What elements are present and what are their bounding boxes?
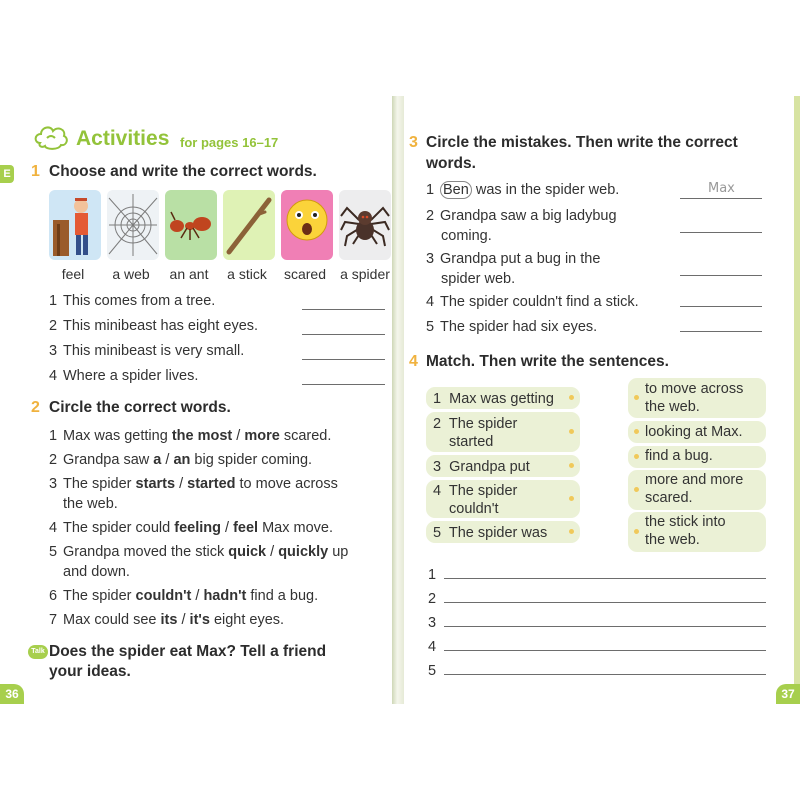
page-title: Activities	[76, 127, 170, 150]
page-subtitle: for pages 16–17	[180, 135, 279, 150]
ex1-answer-line[interactable]	[302, 334, 385, 335]
exercise-1-heading: Choose and write the correct words.	[49, 163, 317, 180]
match-right-text-cont: the web.	[645, 532, 700, 548]
caption-scared: scared	[283, 266, 327, 282]
talk-icon: Talk	[28, 645, 48, 659]
match-right-text: find a bug.	[645, 448, 713, 464]
handwritten-answer: Max	[708, 181, 735, 196]
match-left-text: 2 The spider	[433, 416, 518, 432]
write-line[interactable]	[444, 674, 766, 675]
match-right-text: to move across	[645, 381, 744, 397]
talk-line-1: Does the spider eat Max? Tell a friend	[49, 643, 327, 660]
word-option[interactable]: more	[244, 428, 280, 444]
match-right-text-cont: the web.	[645, 399, 700, 415]
word-option[interactable]: starts	[135, 476, 176, 492]
ant-picture	[165, 190, 217, 260]
ex3-answer-line[interactable]	[680, 275, 762, 276]
ex3-item-continued: coming.	[441, 228, 492, 244]
ex1-answer-line[interactable]	[302, 384, 385, 385]
word-option[interactable]: couldn't	[135, 588, 192, 604]
word-option[interactable]: the most	[171, 428, 233, 444]
word-option[interactable]: it's	[189, 612, 210, 628]
web-picture	[107, 190, 159, 260]
write-line[interactable]	[444, 578, 766, 579]
write-line-number: 1	[428, 567, 437, 583]
activities-logo-icon	[34, 125, 68, 156]
ex3-item-continued: spider web.	[441, 271, 516, 287]
caption-web: a web	[112, 266, 150, 282]
match-left-text-cont: couldn't	[449, 501, 499, 517]
match-right-text: more and more	[645, 472, 744, 488]
write-line-number: 2	[428, 591, 437, 607]
exercise-2-heading: Circle the correct words.	[49, 399, 231, 416]
match-right-text: looking at Max.	[645, 424, 743, 440]
ex2-item-continued: the web.	[63, 496, 118, 512]
word-option[interactable]: a	[153, 452, 162, 468]
exercise-4-heading: Match. Then write the sentences.	[426, 353, 669, 370]
word-option[interactable]: feeling	[174, 520, 221, 536]
caption-spider: a spider	[340, 266, 390, 282]
match-left-text: 3 Grandpa put	[433, 459, 530, 475]
book-spine	[392, 96, 404, 704]
word-option[interactable]: started	[187, 476, 236, 492]
word-option[interactable]: quick	[228, 544, 267, 560]
ex1-answer-line[interactable]	[302, 359, 385, 360]
word-option[interactable]: an	[173, 452, 191, 468]
ex3-answer-line[interactable]	[680, 198, 762, 199]
ex2-item-continued: and down.	[63, 564, 130, 580]
match-left-text: 1 Max was getting	[433, 391, 554, 407]
circled-mistake[interactable]: Ben	[440, 181, 472, 199]
match-left-text: 5 The spider was	[433, 525, 548, 541]
word-option[interactable]: quickly	[278, 544, 329, 560]
exercise-3-number: 3	[409, 134, 418, 151]
talk-line-2: your ideas.	[49, 663, 131, 680]
exercise-4-number: 4	[409, 353, 418, 370]
write-line-number: 4	[428, 639, 437, 655]
match-right-text-cont: scared.	[645, 490, 693, 506]
write-line[interactable]	[444, 626, 766, 627]
scared-face-picture	[281, 190, 333, 260]
caption-feel: feel	[61, 266, 85, 282]
spider-picture	[339, 190, 391, 260]
match-left-text: 4 The spider	[433, 483, 518, 499]
caption-stick: a stick	[227, 266, 267, 282]
page-number-left: 36	[0, 684, 24, 704]
stick-picture	[223, 190, 275, 260]
caption-ant: an ant	[169, 266, 209, 282]
ex3-answer-line[interactable]	[680, 306, 762, 307]
write-line[interactable]	[444, 602, 766, 603]
ex3-answer-line[interactable]	[680, 331, 762, 332]
match-right-text: the stick into	[645, 514, 726, 530]
ex1-answer-line[interactable]	[302, 309, 385, 310]
section-tab: E	[0, 165, 14, 183]
word-option[interactable]: hadn't	[203, 588, 247, 604]
page-number-right: 37	[776, 684, 800, 704]
ex3-answer-line[interactable]	[680, 232, 762, 233]
word-option[interactable]: feel	[233, 520, 259, 536]
exercise-1-number: 1	[31, 163, 40, 180]
write-line[interactable]	[444, 650, 766, 651]
exercise-3-heading: Circle the mistakes. Then write the correct	[426, 134, 738, 151]
write-line-number: 5	[428, 663, 437, 679]
feel-picture	[49, 190, 101, 260]
exercise-2-number: 2	[31, 399, 40, 416]
word-option[interactable]: its	[160, 612, 178, 628]
exercise-3-heading-cont: words.	[426, 155, 476, 172]
write-line-number: 3	[428, 615, 437, 631]
match-left-text-cont: started	[449, 434, 494, 450]
